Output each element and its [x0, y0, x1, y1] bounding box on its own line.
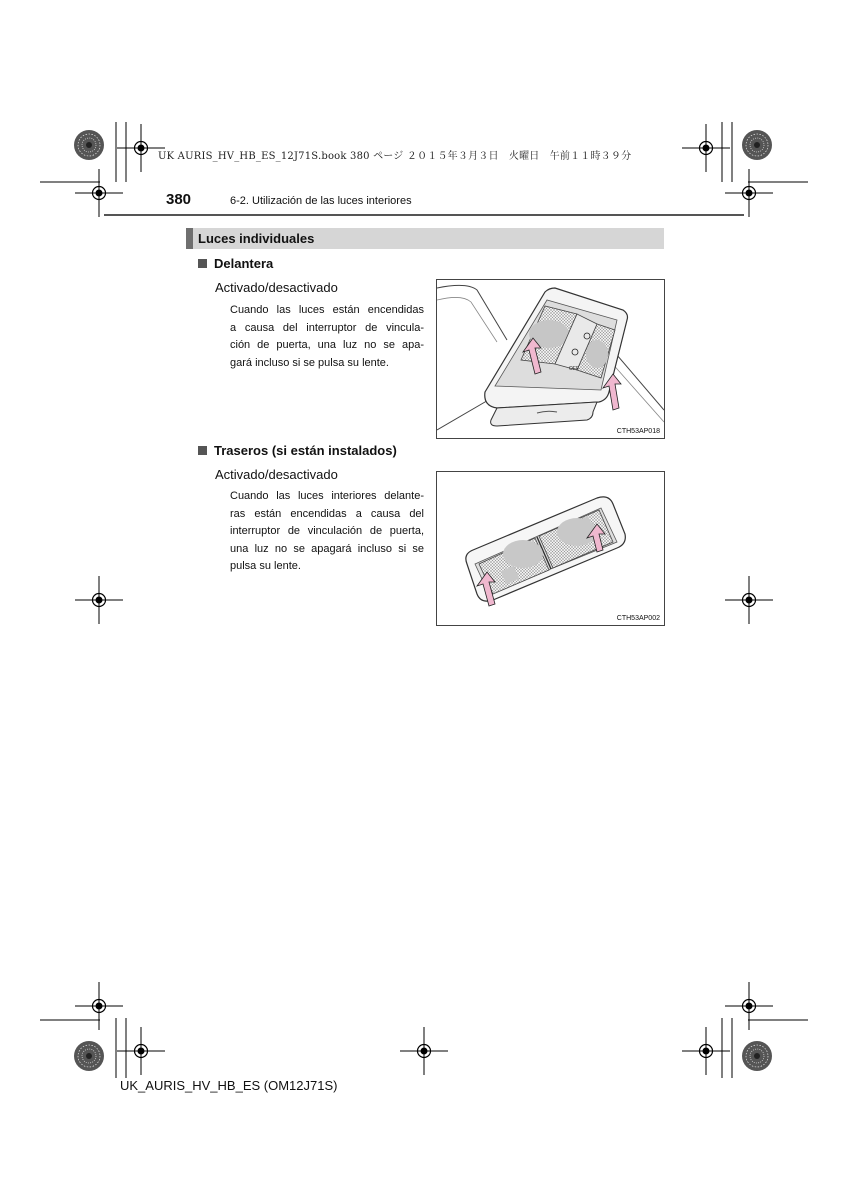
heading-accent: [186, 228, 193, 249]
page-number: 380: [166, 191, 192, 208]
front-line-3: ción de puerta, una luz no se apa-: [230, 339, 424, 352]
heading-title: Luces individuales: [198, 231, 315, 246]
rear-bullet: [198, 443, 397, 458]
heading-bar: [186, 228, 664, 249]
rear-line-1: Cuando las luces interiores delante-: [230, 490, 424, 502]
header-rule: [104, 214, 744, 216]
bullet-square-icon: [198, 446, 207, 455]
rear-subtitle: Activado/desactivado: [215, 467, 338, 482]
front-light-figure: [436, 279, 665, 439]
front-subtitle: Activado/desactivado: [215, 280, 338, 295]
print-header: UK AURIS_HV_HB_ES_12J71S.book 380 ページ ２０１５年３月３日 火曜日 午前１１時３９分: [158, 151, 632, 162]
front-line-1: Cuando las luces están encendidas: [230, 304, 424, 316]
section-title: 6-2. Utilización de las luces interiores: [230, 195, 412, 207]
rear-title: Traseros (si están instalados): [214, 443, 397, 458]
front-paragraph: [230, 302, 424, 372]
footer-code: UK_AURIS_HV_HB_ES (OM12J71S): [120, 1078, 338, 1093]
front-light-illustration: [437, 280, 664, 438]
rear-paragraph: [230, 488, 424, 576]
front-title: Delantera: [214, 256, 274, 271]
rear-figure-code: CTH53AP002: [616, 615, 660, 622]
rear-line-3: interruptor de vinculación de puerta,: [230, 525, 424, 538]
rear-light-illustration: [437, 472, 664, 625]
front-line-2: a causa del interruptor de vincula-: [230, 321, 424, 334]
rear-line-4: una luz no se apagará incluso si se: [230, 542, 424, 555]
bullet-square-icon: [198, 259, 207, 268]
front-bullet: [198, 256, 273, 271]
front-line-4: gará incluso si se pulsa su lente.: [230, 356, 389, 369]
front-switch-label: OFF: [569, 366, 579, 372]
front-figure-code: CTH53AP018: [616, 428, 660, 435]
rear-light-figure: [436, 471, 665, 626]
rear-line-2: ras están encendidas a causa del: [230, 507, 424, 520]
rear-line-5: pulsa su lente.: [230, 560, 301, 573]
